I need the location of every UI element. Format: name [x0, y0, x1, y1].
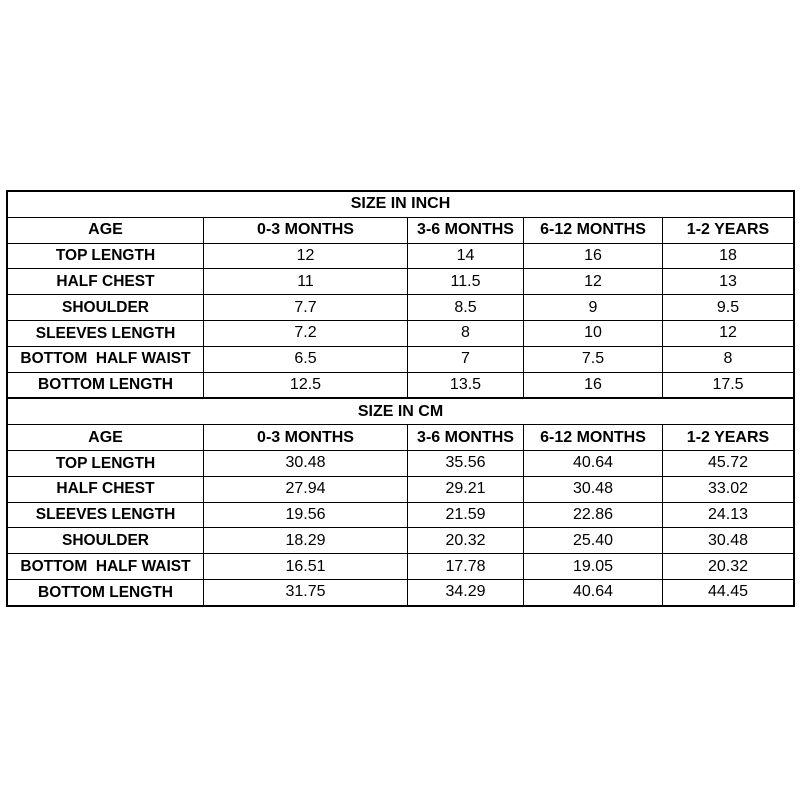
cell-value: 7.5 [524, 346, 663, 372]
table-row [8, 554, 794, 580]
cell-value: 9.5 [663, 295, 794, 321]
cell-value: 30.48 [204, 450, 408, 476]
row-label: TOP LENGTH [8, 243, 204, 269]
column-header-6-12-months: 6-12 MONTHS [524, 425, 663, 451]
column-header-3-6-months: 3-6 MONTHS [408, 217, 524, 243]
column-header-0-3-months: 0-3 MONTHS [204, 217, 408, 243]
section-title-cm: SIZE IN CM [8, 398, 794, 424]
cell-value: 35.56 [408, 450, 524, 476]
cell-value: 33.02 [663, 476, 794, 502]
cell-value: 12 [204, 243, 408, 269]
cell-value: 8 [408, 320, 524, 346]
cell-value: 9 [524, 295, 663, 321]
column-header-3-6-months: 3-6 MONTHS [408, 425, 524, 451]
row-label: BOTTOM HALF WAIST [8, 554, 204, 580]
cell-value: 30.48 [524, 476, 663, 502]
cell-value: 13 [663, 269, 794, 295]
row-label: TOP LENGTH [8, 450, 204, 476]
cell-value: 34.29 [408, 579, 524, 605]
size-chart-body [8, 192, 794, 606]
cell-value: 21.59 [408, 502, 524, 528]
cell-value: 11.5 [408, 269, 524, 295]
table-row [8, 346, 794, 372]
cell-value: 17.78 [408, 554, 524, 580]
table-row [8, 372, 794, 398]
table-row [8, 528, 794, 554]
table-row [8, 502, 794, 528]
cell-value: 45.72 [663, 450, 794, 476]
cell-value: 40.64 [524, 579, 663, 605]
cell-value: 16 [524, 243, 663, 269]
cell-value: 20.32 [663, 554, 794, 580]
cell-value: 8 [663, 346, 794, 372]
cell-value: 29.21 [408, 476, 524, 502]
row-label: HALF CHEST [8, 269, 204, 295]
cell-value: 18 [663, 243, 794, 269]
column-header-age: AGE [8, 217, 204, 243]
cell-value: 12.5 [204, 372, 408, 398]
row-label: SLEEVES LENGTH [8, 502, 204, 528]
cell-value: 7.2 [204, 320, 408, 346]
cell-value: 16 [524, 372, 663, 398]
table-row [8, 450, 794, 476]
section-title-inch: SIZE IN INCH [8, 192, 794, 218]
cell-value: 31.75 [204, 579, 408, 605]
cm-header-row [8, 425, 794, 451]
cell-value: 12 [663, 320, 794, 346]
row-label: HALF CHEST [8, 476, 204, 502]
size-chart-table [7, 191, 794, 606]
cell-value: 14 [408, 243, 524, 269]
cell-value: 12 [524, 269, 663, 295]
column-header-1-2-years: 1-2 YEARS [663, 217, 794, 243]
cell-value: 11 [204, 269, 408, 295]
table-row [8, 295, 794, 321]
cell-value: 24.13 [663, 502, 794, 528]
inch-title-row [8, 192, 794, 218]
row-label: SHOULDER [8, 295, 204, 321]
table-row [8, 243, 794, 269]
cell-value: 10 [524, 320, 663, 346]
cm-title-row [8, 398, 794, 424]
cell-value: 6.5 [204, 346, 408, 372]
cell-value: 20.32 [408, 528, 524, 554]
row-label: BOTTOM LENGTH [8, 372, 204, 398]
cell-value: 7.7 [204, 295, 408, 321]
cell-value: 19.56 [204, 502, 408, 528]
cell-value: 13.5 [408, 372, 524, 398]
table-row [8, 476, 794, 502]
table-row [8, 579, 794, 605]
cell-value: 16.51 [204, 554, 408, 580]
column-header-age: AGE [8, 425, 204, 451]
cell-value: 8.5 [408, 295, 524, 321]
cell-value: 18.29 [204, 528, 408, 554]
row-label: SHOULDER [8, 528, 204, 554]
cell-value: 17.5 [663, 372, 794, 398]
cell-value: 22.86 [524, 502, 663, 528]
cell-value: 7 [408, 346, 524, 372]
cell-value: 44.45 [663, 579, 794, 605]
column-header-1-2-years: 1-2 YEARS [663, 425, 794, 451]
cell-value: 27.94 [204, 476, 408, 502]
row-label: SLEEVES LENGTH [8, 320, 204, 346]
inch-header-row [8, 217, 794, 243]
cell-value: 25.40 [524, 528, 663, 554]
cell-value: 19.05 [524, 554, 663, 580]
table-row [8, 320, 794, 346]
cell-value: 40.64 [524, 450, 663, 476]
row-label: BOTTOM LENGTH [8, 579, 204, 605]
column-header-6-12-months: 6-12 MONTHS [524, 217, 663, 243]
row-label: BOTTOM HALF WAIST [8, 346, 204, 372]
table-row [8, 269, 794, 295]
cell-value: 30.48 [663, 528, 794, 554]
column-header-0-3-months: 0-3 MONTHS [204, 425, 408, 451]
